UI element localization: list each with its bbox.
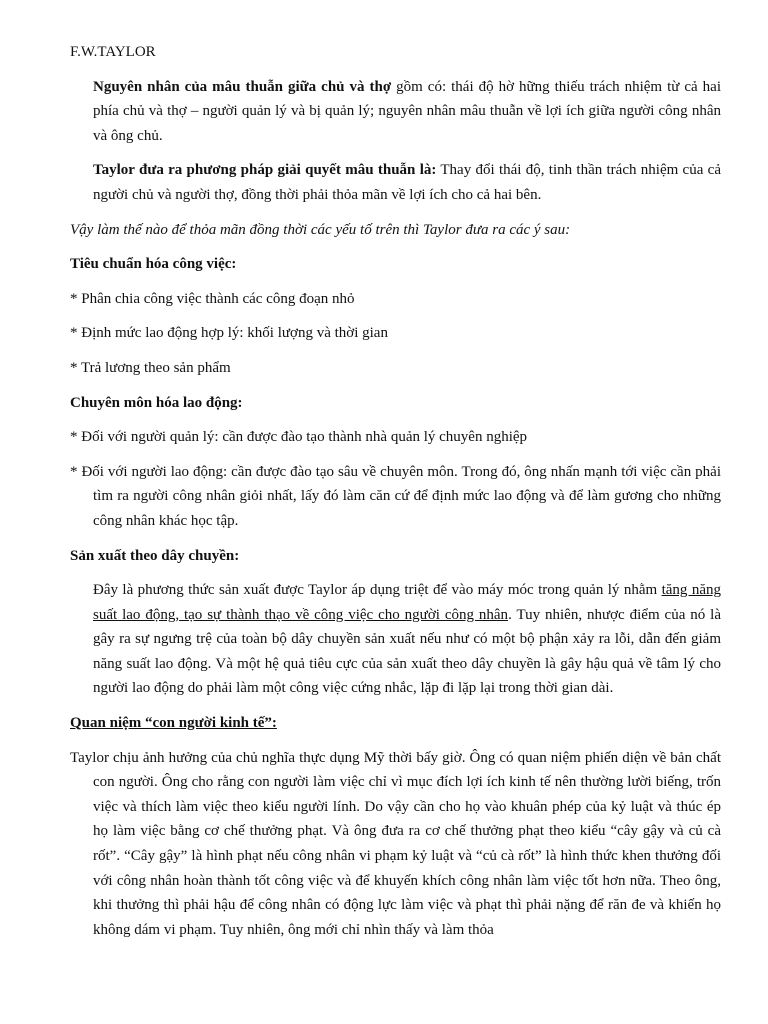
solution-lead: Taylor đưa ra phương pháp giải quyết mâu thuẫn là: (93, 162, 437, 179)
paragraph-economic-man: Taylor chịu ảnh hưởng của chủ nghĩa thực dụng Mỹ thời bấy giờ. Ông có quan niệm phiến diện về bản chất con người. Ông cho rằng con người làm việc chỉ vì mục đích lợi ích kinh tế nên thường lười biếng, trốn việc và thích làm việc theo kiểu người lính. Do vậy cần cho họ vào khuân phép của kỷ luật và thúc ép họ làm việc bằng cơ chế thưởng phạt. Và ông đưa ra cơ chế thưởng phạt theo kiểu “cây gậy và củ cà rốt”. “Cây gậy” là hình phạt nếu công nhân vi phạm kỷ luật và “củ cà rốt” là hình thức khen thưởng đối với công nhân hoàn thành tốt công việc và để khuyến khích công nhân làm việc tốt hơn nữa. Theo ông, khi thưởng thì phải hậu để công nhân có động lực làm việc và phạt thì phải nặng để răn đe và khiến họ không dám vi phạm. Tuy nhiên, ông mới chỉ nhìn thấy và làm thỏa (70, 749, 721, 938)
solution-text: Thay đổi thái độ, tinh thần trách nhiệm của cả người chủ và người thợ, đồng thời phải thỏa mãn về lợi ích cho cả hai bên. (93, 162, 721, 203)
assembly-text-start: Đây là phương thức sản xuất được Taylor áp dụng triệt để vào máy móc trong quản lý nhằm (93, 582, 662, 599)
document-heading: F.W.TAYLOR (70, 44, 156, 60)
list-item: * Phân chia công việc thành các công đoạn nhỏ (70, 290, 355, 307)
paragraph-solution (70, 158, 721, 207)
section-heading-specialization: Chuyên môn hóa lao động: (70, 394, 243, 411)
paragraph-intro: Vậy làm thế nào để thỏa mãn đồng thời các yếu tố trên thì Taylor đưa ra các ý sau: (70, 221, 571, 238)
assembly-text-end: . Tuy nhiên, nhược điểm của nó là gây ra sự ngưng trệ của toàn bộ dây chuyền sản xuất nếu như có một bộ phận xảy ra lỗi, dẫn đến giảm năng suất lao động. Và một hệ quả tiêu cực của sản xuất theo dây chuyền là gây hậu quả về tâm lý cho người lao động do phải làm một công việc cứng nhắc, lặp đi lặp lại trong thời gian dài. (93, 606, 721, 697)
paragraph-causes (70, 75, 721, 149)
list-item: * Đối với người lao động: cần được đào tạo sâu về chuyên môn. Trong đó, ông nhấn mạnh tới việc cần phải tìm ra người công nhân giỏi nhất, lấy đó làm căn cứ để định mức lao động và để làm gương cho những công nhân khác học tập. (70, 463, 721, 529)
section-heading-economic-man: Quan niệm “con người kinh tế”: (70, 715, 277, 732)
document-page (70, 40, 721, 942)
paragraph-assembly-line (70, 578, 721, 701)
section-heading-standardization: Tiêu chuẩn hóa công việc: (70, 256, 237, 273)
list-item: * Đối với người quản lý: cần được đào tạo thành nhà quản lý chuyên nghiệp (70, 429, 528, 446)
assembly-text-underlined: tăng năng suất lao động, tạo sự thành thạo về công việc cho người công nhân (93, 582, 721, 623)
list-item: * Trả lương theo sản phẩm (70, 359, 231, 376)
list-item: * Định mức lao động hợp lý: khối lượng và thời gian (70, 325, 388, 342)
causes-lead: Nguyên nhân của mâu thuẫn giữa chủ và thợ (93, 78, 392, 95)
section-heading-assembly-line: Sản xuất theo dây chuyền: (70, 547, 240, 564)
causes-text: gồm có: thái độ hờ hững thiếu trách nhiệm từ cả hai phía chủ và thợ – người quản lý và bị quản lý; nguyên nhân mâu thuẫn về lợi ích giữa người công nhân và ông chủ. (93, 78, 722, 144)
